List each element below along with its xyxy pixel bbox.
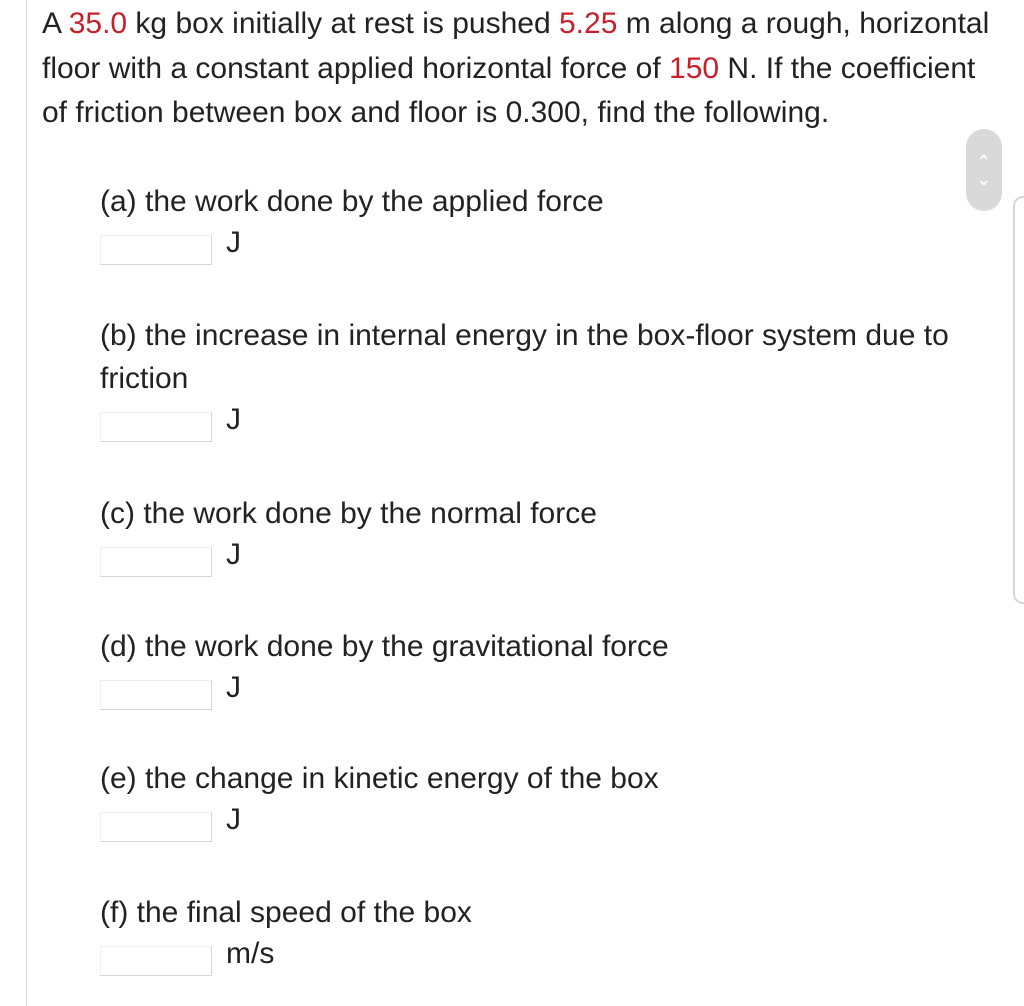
- part-e: [100, 757, 980, 852]
- chevron-up-icon[interactable]: ‹: [973, 153, 995, 161]
- part-f-unit: m/s: [226, 937, 275, 970]
- given-mass: 35.0: [68, 7, 128, 40]
- given-distance: 5.25: [558, 7, 618, 40]
- part-d-answer-input[interactable]: [100, 680, 212, 710]
- part-e-label: (e) the change in kinetic energy of the box: [100, 762, 659, 795]
- problem-statement: [42, 2, 1002, 136]
- part-a-unit: J: [226, 226, 241, 259]
- part-c-answer-input[interactable]: [100, 547, 212, 577]
- part-c-unit: J: [226, 538, 241, 571]
- part-f-label: (f) the final speed of the box: [100, 896, 472, 929]
- part-b-label: (b) the increase in internal energy in the box-floor system due to friction: [100, 319, 949, 395]
- part-a: [100, 180, 980, 275]
- part-b: [100, 314, 980, 452]
- part-d-unit: J: [226, 671, 241, 704]
- given-force: 150: [669, 51, 720, 85]
- part-a-answer-input[interactable]: [100, 235, 212, 265]
- problem-text-1: A: [42, 7, 69, 40]
- part-e-answer-input[interactable]: [100, 812, 212, 842]
- part-b-unit: J: [226, 403, 241, 436]
- part-e-unit: J: [226, 803, 241, 836]
- part-d-label: (d) the work done by the gravitational force: [100, 630, 669, 663]
- part-f-answer-input[interactable]: [100, 946, 212, 976]
- problem-text-3: m along a rough, horizontal floor with a constant applied horizontal force of: [42, 7, 990, 85]
- part-b-answer-input[interactable]: [100, 412, 212, 442]
- problem-text-4: N. If the coefficient of friction between box and floor is 0.300, find the following.: [42, 51, 976, 129]
- right-panel-edge: [1013, 196, 1024, 604]
- part-d: [100, 625, 980, 720]
- chevron-down-icon[interactable]: ›: [973, 179, 995, 187]
- part-f: [100, 891, 980, 986]
- part-c: [100, 492, 980, 587]
- left-border: [26, 0, 27, 1006]
- part-c-label: (c) the work done by the normal force: [100, 497, 597, 530]
- part-a-label: (a) the work done by the applied force: [100, 185, 604, 218]
- problem-text-2: kg box initially at rest is pushed: [127, 7, 559, 40]
